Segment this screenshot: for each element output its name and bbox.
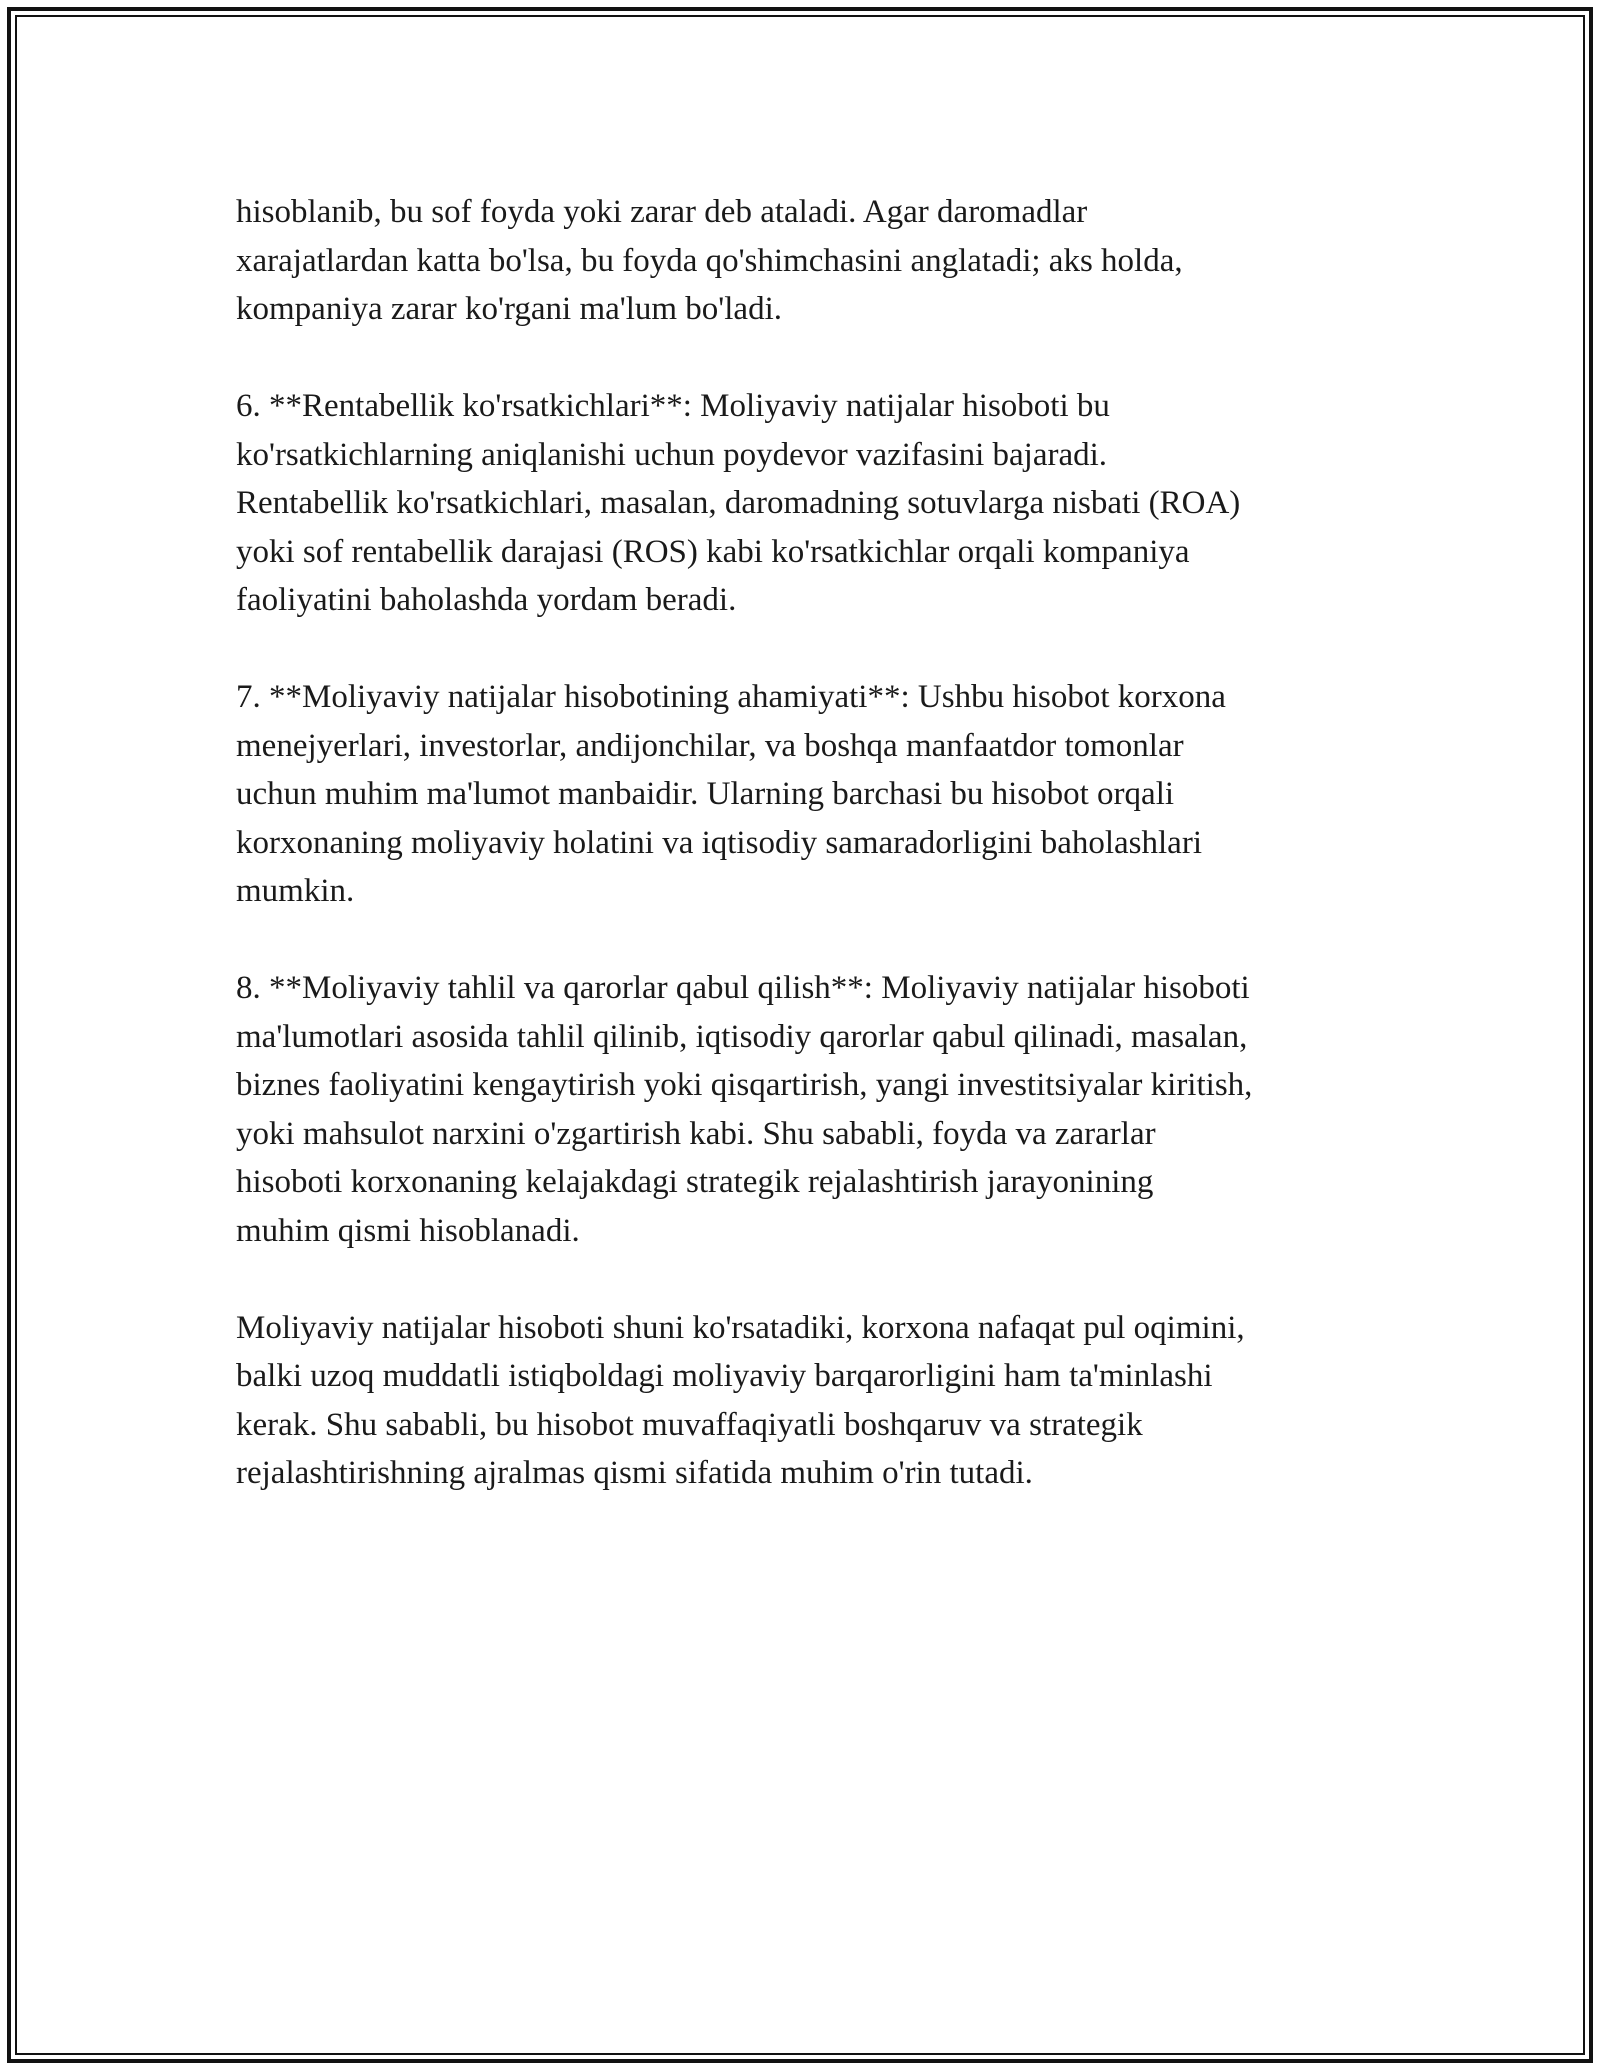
paragraph-item-7: 7. **Moliyaviy natijalar hisobotining ahamiyati**: Ushbu hisobot korxona menejyerlari, investorlar, andijonchilar, va boshqa manfaatdor tomonlar uchun muhim ma'lumot manbaidir. Ularning barchasi bu hisobot orqali korxonaning moliyaviy holatini va iqtisodiy samaradorligini baholashlari mumkin. bbox=[236, 679, 1226, 909]
paragraph-continuation: hisoblanib, bu sof foyda yoki zarar deb ataladi. Agar daromadlar xarajatlardan katta bo'lsa, bu foyda qo'shimchasini anglatadi; aks holda, kompaniya zarar ko'rgani ma'lum bo'ladi. bbox=[236, 194, 1183, 327]
document-body bbox=[236, 188, 1386, 1546]
paragraph-conclusion: Moliyaviy natijalar hisoboti shuni ko'rsatadiki, korxona nafaqat pul oqimini, balki uzoq muddatli istiqboldagi moliyaviy barqarorligini ham ta'minlashi kerak. Shu sababli, bu hisobot muvaffaqiyatli boshqaruv va strategik rejalashtirishning ajralmas qismi sifatida muhim o'rin tutadi. bbox=[236, 1309, 1245, 1491]
paragraph-item-8: 8. **Moliyaviy tahlil va qarorlar qabul qilish**: Moliyaviy natijalar hisoboti ma'lumotlari asosida tahlil qilinib, iqtisodiy qarorlar qabul qilinadi, masalan, biznes faoliyatini kengaytirish yoki qisqartirish, yangi investitsiyalar kiritish, yoki mahsulot narxini o'zgartirish kabi. Shu sababli, foyda va zararlar hisoboti korxonaning kelajakdagi strategik rejalashtirish jarayonining muhim qismi hisoblanadi. bbox=[236, 970, 1253, 1249]
paragraph-item-6: 6. **Rentabellik ko'rsatkichlari**: Moliyaviy natijalar hisoboti bu ko'rsatkichlarning aniqlanishi uchun poydevor vazifasini bajaradi. Rentabellik ko'rsatkichlari, masalan, daromadning sotuvlarga nisbati (ROA) yoki sof rentabellik darajasi (ROS) kabi ko'rsatkichlar orqali kompaniya faoliyatini baholashda yordam beradi. bbox=[236, 388, 1241, 618]
